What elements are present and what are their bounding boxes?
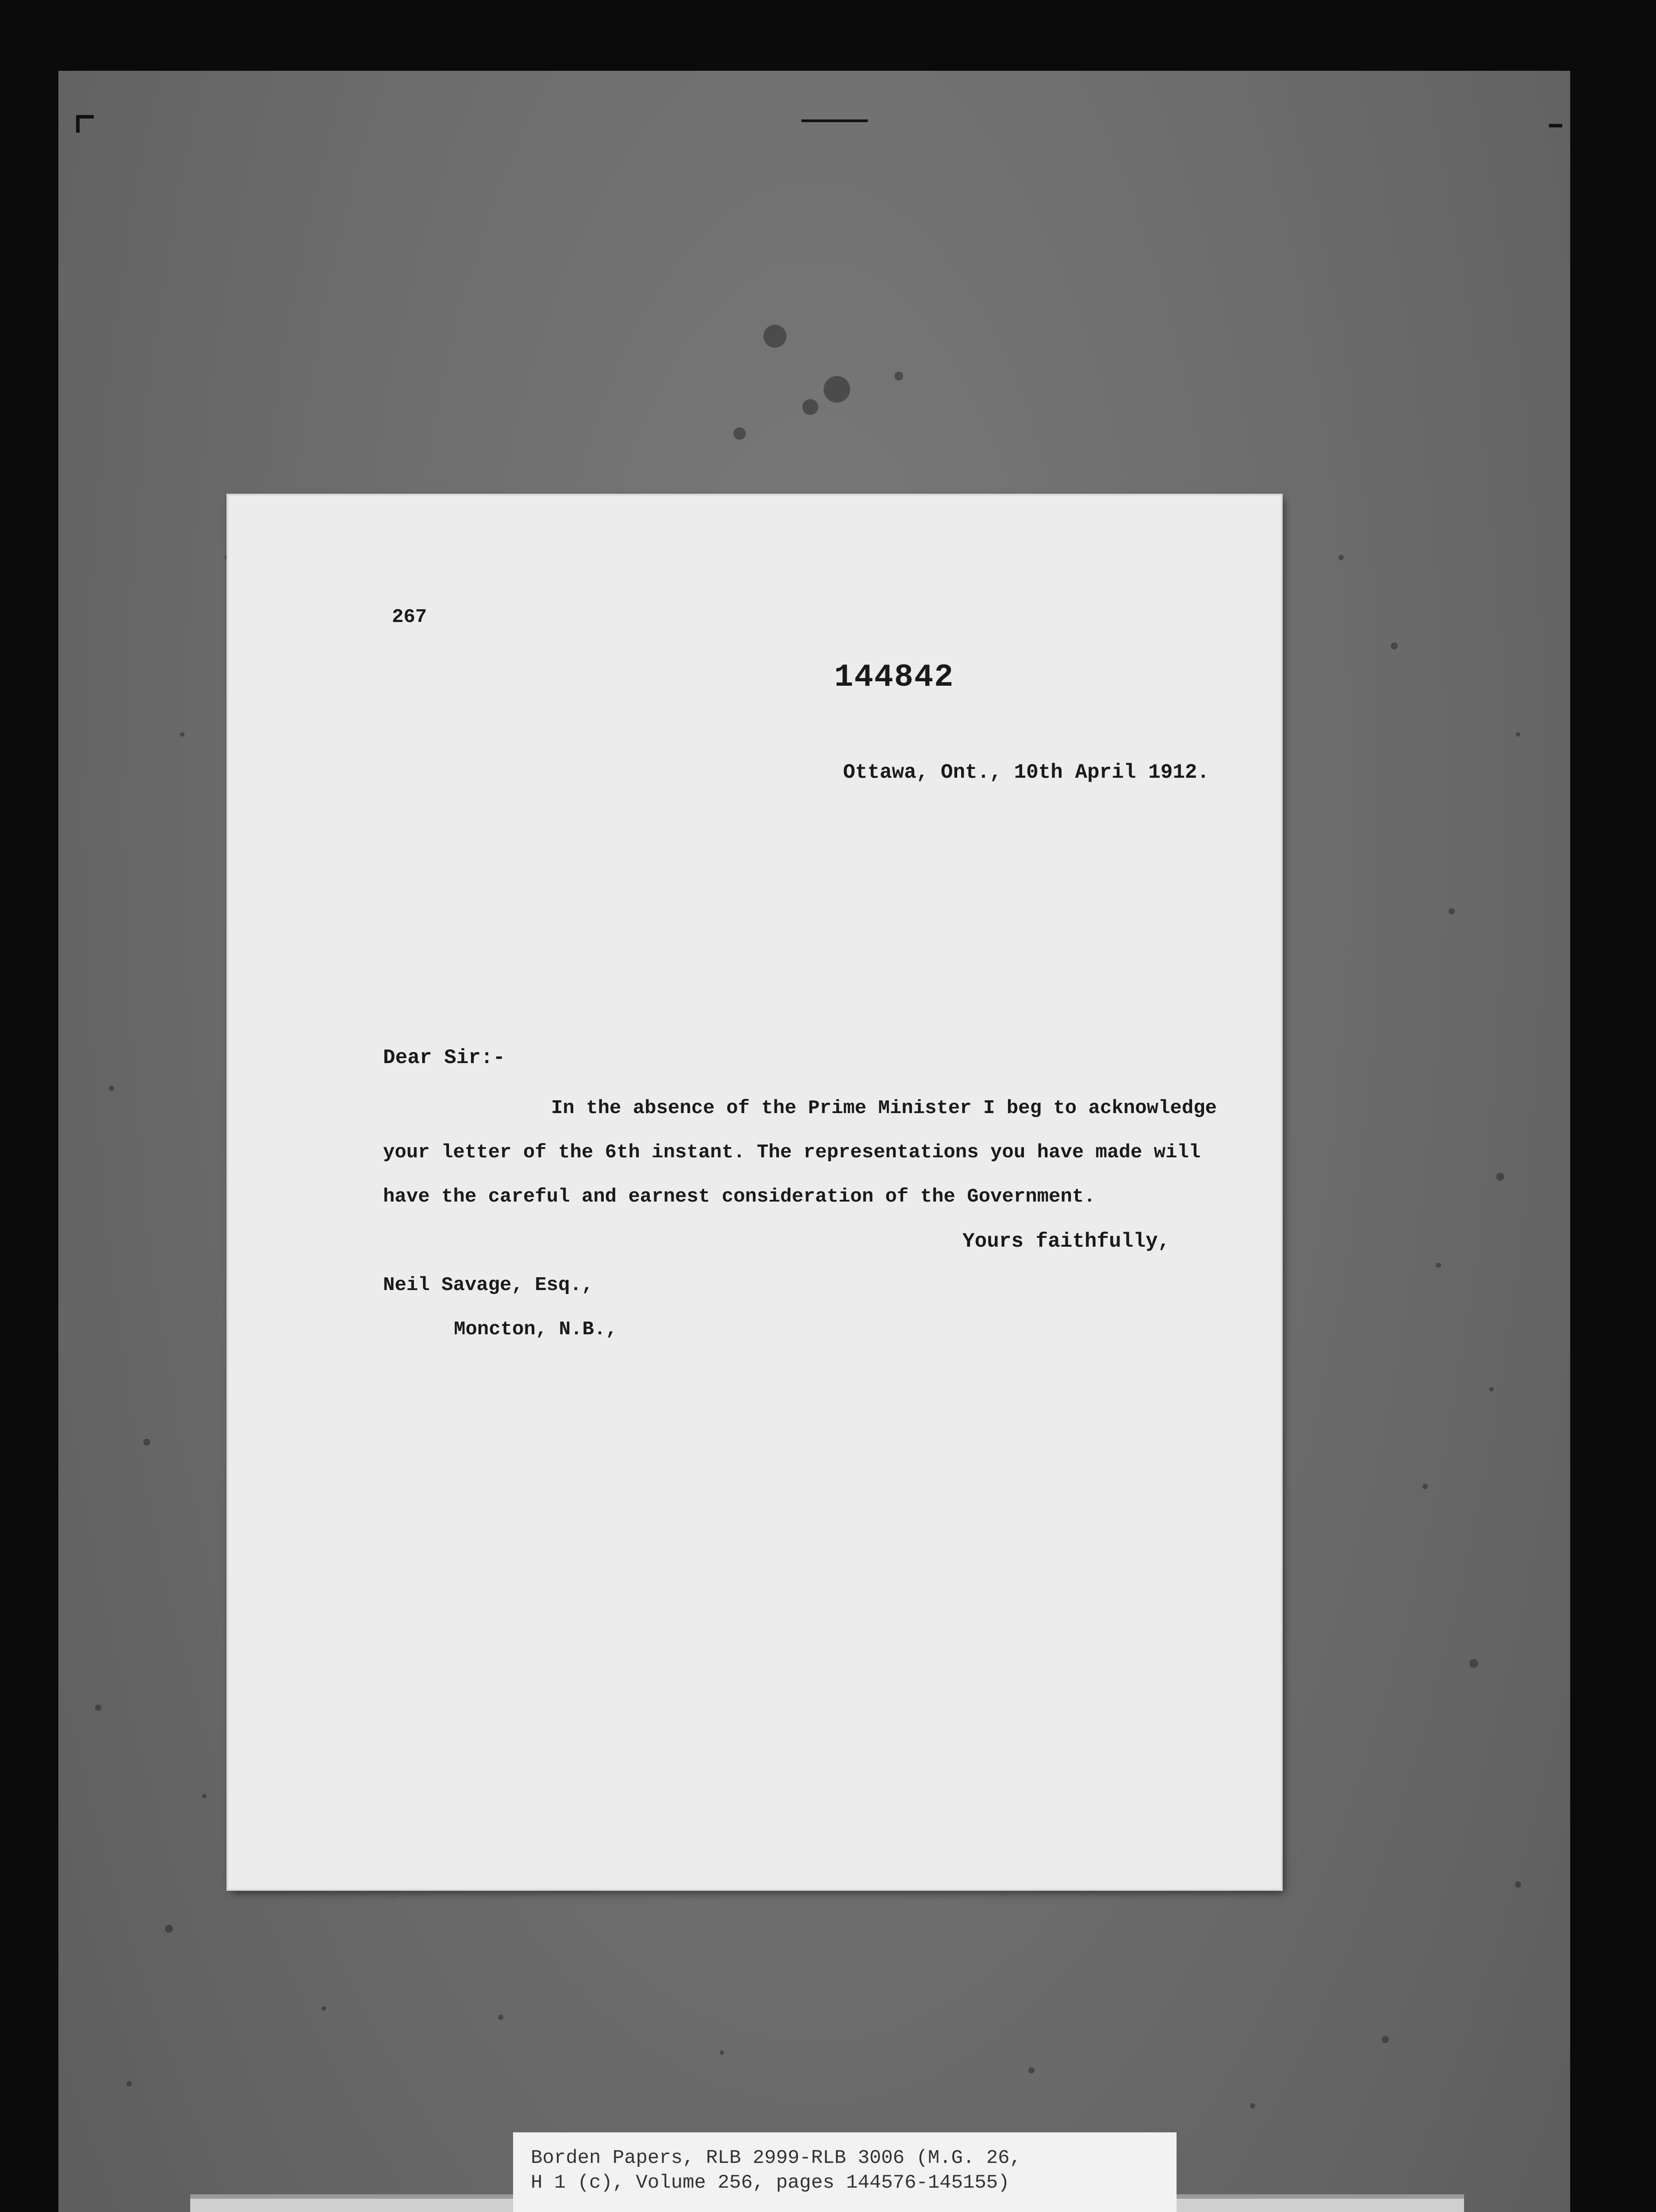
dateline: Ottawa, Ont., 10th April 1912. — [843, 761, 1210, 784]
body-line: have the careful and earnest consideration of the Government. — [383, 1186, 1096, 1208]
reference-label — [513, 2132, 1177, 2212]
salutation: Dear Sir:- — [383, 1046, 506, 1069]
reference-line-2: H 1 (c), Volume 256, pages 144576-145155) — [531, 2172, 1010, 2194]
body-line: In the absence of the Prime Minister I beg to acknowledge — [551, 1097, 1217, 1119]
page-number: 267 — [392, 606, 427, 628]
reference-line-1: Borden Papers, RLB 2999-RLB 3006 (M.G. 26, — [531, 2147, 1021, 2169]
document-number: 144842 — [834, 659, 954, 695]
addressee-place: Moncton, N.B., — [454, 1318, 617, 1340]
letter-page — [228, 495, 1281, 1889]
corner-mark-top-left-bar — [76, 115, 94, 119]
corner-mark-top-center — [801, 119, 868, 122]
closing: Yours faithfully, — [962, 1230, 1170, 1253]
corner-mark-top-right — [1549, 124, 1562, 127]
body-line: your letter of the 6th instant. The representations you have made will — [383, 1141, 1201, 1164]
addressee-name: Neil Savage, Esq., — [383, 1274, 594, 1296]
